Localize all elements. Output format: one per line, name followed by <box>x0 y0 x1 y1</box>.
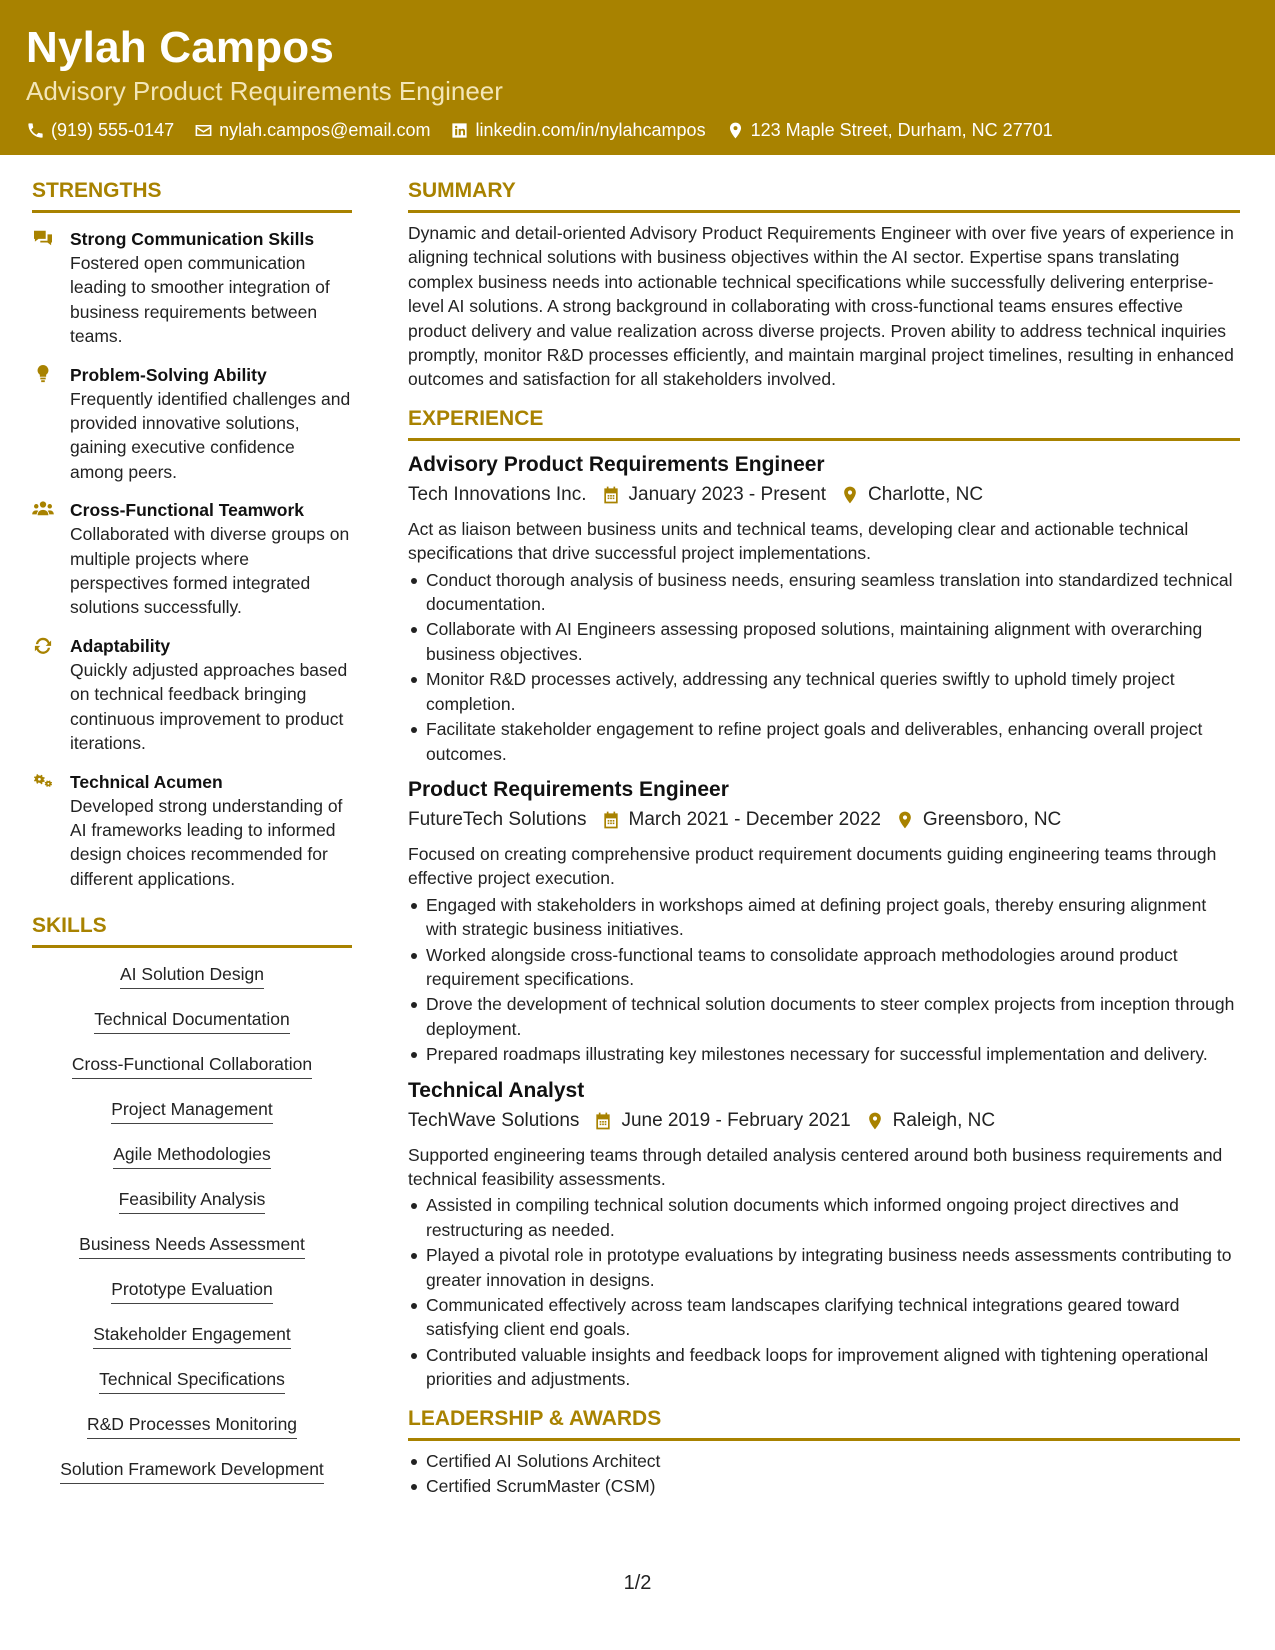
list-item: Certified ScrumMaster (CSM) <box>408 1474 1240 1498</box>
email-link[interactable]: nylah.campos@email.com <box>219 120 431 140</box>
job-meta <box>408 481 1240 509</box>
strength-item <box>32 363 352 485</box>
skill-item: Stakeholder Engagement <box>32 1322 352 1367</box>
skill-item: Prototype Evaluation <box>32 1277 352 1322</box>
list-item: Contributed valuable insights and feedback loops for improvement aligned with tightening operational priorities and adjustments. <box>408 1343 1240 1392</box>
skill-item: Solution Framework Development <box>32 1457 352 1502</box>
strength-title: Problem-Solving Ability <box>70 364 267 385</box>
job-title: Product Requirements Engineer <box>408 777 729 801</box>
skill-item: AI Solution Design <box>32 962 352 1007</box>
skill-item: Cross-Functional Collaboration <box>32 1052 352 1097</box>
contact-address <box>726 120 1053 141</box>
awards-list <box>408 1449 1240 1499</box>
strength-item <box>32 634 352 756</box>
skill-item: Business Needs Assessment <box>32 1232 352 1277</box>
skill-item: Agile Methodologies <box>32 1142 352 1187</box>
skill-item: Technical Documentation <box>32 1007 352 1052</box>
strength-item <box>32 498 352 620</box>
envelope-icon <box>194 121 213 140</box>
job-entry <box>408 451 1240 766</box>
job-dates: January 2023 - Present <box>628 483 827 505</box>
sync-icon <box>32 636 54 654</box>
list-item: Conduct thorough analysis of business needs, ensuring seamless translation into standardized technical documentation. <box>408 568 1240 617</box>
cogs-icon <box>32 772 54 790</box>
phone-text: (919) 555-0147 <box>51 120 175 140</box>
strength-desc: Fostered open communication leading to smoother integration of business requirements between teams. <box>70 253 330 347</box>
summary-heading: SUMMARY <box>408 178 1240 213</box>
candidate-name: Nylah Campos <box>26 23 335 72</box>
skills-list <box>32 962 352 1502</box>
list-item: Assisted in compiling technical solution documents which informed ongoing project directives and restructuring as needed. <box>408 1193 1240 1242</box>
skill-item: R&D Processes Monitoring <box>32 1412 352 1457</box>
job-title: Advisory Product Requirements Engineer <box>408 452 825 476</box>
job-description: Supported engineering teams through detailed analysis centered around both business requirements and technical feasibility assessments. <box>408 1144 1223 1189</box>
job-location: Raleigh, NC <box>892 1109 996 1131</box>
job-meta <box>408 806 1240 834</box>
list-item: Played a pivotal role in prototype evaluations by integrating business needs assessments contributing to greater innovation in designs. <box>408 1243 1240 1292</box>
strength-item <box>32 770 352 892</box>
job-meta <box>408 1107 1240 1135</box>
map-marker-icon <box>895 810 915 830</box>
contact-linkedin[interactable] <box>450 120 705 141</box>
map-marker-icon <box>726 121 745 140</box>
calendar-icon <box>601 485 621 505</box>
list-item: Communicated effectively across team landscapes clarifying technical integrations geared toward satisfying client end goals. <box>408 1293 1240 1342</box>
company-name: Tech Innovations Inc. <box>408 483 587 505</box>
job-bullets <box>408 568 1240 766</box>
map-marker-icon <box>865 1111 885 1131</box>
contact-phone <box>26 120 174 141</box>
strength-item <box>32 227 352 349</box>
map-marker-icon <box>840 485 860 505</box>
strength-title: Adaptability <box>70 635 171 656</box>
job-description: Focused on creating comprehensive product requirement documents guiding engineering teams through effective project execution. <box>408 843 1217 889</box>
calendar-icon <box>593 1111 613 1131</box>
linkedin-link[interactable]: linkedin.com/in/nylahcampos <box>475 120 706 140</box>
skill-item: Project Management <box>32 1097 352 1142</box>
list-item: Monitor R&D processes actively, addressing any technical queries swiftly to uphold timely project completion. <box>408 667 1240 716</box>
strength-title: Cross-Functional Teamwork <box>70 500 305 521</box>
comments-icon <box>32 229 54 247</box>
company-name: FutureTech Solutions <box>408 808 587 830</box>
left-column <box>32 178 352 1502</box>
strength-desc: Collaborated with diverse groups on multiple projects where perspectives formed integrated solutions successfully. <box>70 524 350 618</box>
strength-desc: Developed strong understanding of AI frameworks leading to informed design choices recommended for different applications. <box>70 795 343 889</box>
skill-item: Feasibility Analysis <box>32 1187 352 1232</box>
skill-item: Technical Specifications <box>32 1367 352 1412</box>
job-dates: June 2019 - February 2021 <box>621 1109 851 1131</box>
job-location: Greensboro, NC <box>922 808 1062 830</box>
job-entry <box>408 1077 1240 1392</box>
contact-bar <box>26 120 1249 141</box>
page-number: 1/2 <box>623 1572 652 1594</box>
candidate-title: Advisory Product Requirements Engineer <box>26 76 503 106</box>
list-item: Worked alongside cross-functional teams to consolidate approach methodologies around product requirement specifications. <box>408 943 1240 992</box>
users-icon <box>32 500 54 518</box>
skills-heading: SKILLS <box>32 913 352 948</box>
resume-header <box>0 0 1275 155</box>
linkedin-icon <box>450 121 469 140</box>
job-bullets <box>408 893 1240 1067</box>
strengths-heading: STRENGTHS <box>32 178 352 213</box>
awards-heading: LEADERSHIP & AWARDS <box>408 1406 1240 1441</box>
list-item: Drove the development of technical solution documents to steer complex projects from inception through deployment. <box>408 992 1240 1041</box>
lightbulb-icon <box>32 365 54 383</box>
strength-desc: Frequently identified challenges and provided innovative solutions, gaining executive confidence among peers. <box>70 388 351 482</box>
list-item: Engaged with stakeholders in workshops aimed at defining project goals, thereby ensuring alignment with strategic business initiatives. <box>408 893 1240 942</box>
job-dates: March 2021 - December 2022 <box>628 808 881 830</box>
job-location: Charlotte, NC <box>868 483 984 505</box>
contact-email[interactable] <box>194 120 430 141</box>
list-item: Prepared roadmaps illustrating key milestones necessary for successful implementation and delivery. <box>408 1042 1240 1066</box>
list-item: Facilitate stakeholder engagement to refine project goals and deliverables, enhancing overall project outcomes. <box>408 717 1240 766</box>
job-title: Technical Analyst <box>408 1078 585 1102</box>
job-bullets <box>408 1193 1240 1391</box>
summary-text: Dynamic and detail-oriented Advisory Product Requirements Engineer with over five years of experience in aligning technical solutions with business objectives within the AI sector. Expertise spans translating complex business needs into actionable technical specifications while successfully delivering enterprise-level AI solutions. A strong background in collaborating with cross-functional teams ensures effective product delivery and value realization across diverse projects. Proven ability to address technical inquiries promptly, monitor R&D processes efficiently, and maintain marginal project timelines, resulting in enhanced outcomes and satisfaction for all stakeholders involved. <box>408 223 1234 390</box>
right-column <box>408 178 1240 1498</box>
address-text: 123 Maple Street, Durham, NC 27701 <box>750 120 1053 140</box>
job-entry <box>408 776 1240 1067</box>
experience-heading: EXPERIENCE <box>408 406 1240 441</box>
list-item: Collaborate with AI Engineers assessing proposed solutions, maintaining alignment with overarching business objectives. <box>408 617 1240 666</box>
strength-desc: Quickly adjusted approaches based on technical feedback bringing continuous improvement to product iterations. <box>70 659 348 754</box>
strength-title: Strong Communication Skills <box>70 229 315 249</box>
calendar-icon <box>601 810 621 830</box>
company-name: TechWave Solutions <box>408 1109 580 1131</box>
list-item: Certified AI Solutions Architect <box>408 1449 1240 1473</box>
phone-icon <box>26 121 45 140</box>
job-description: Act as liaison between business units and technical teams, developing clear and actionable technical specifications that drive successful project implementations. <box>408 518 1189 564</box>
strength-title: Technical Acumen <box>70 771 223 792</box>
